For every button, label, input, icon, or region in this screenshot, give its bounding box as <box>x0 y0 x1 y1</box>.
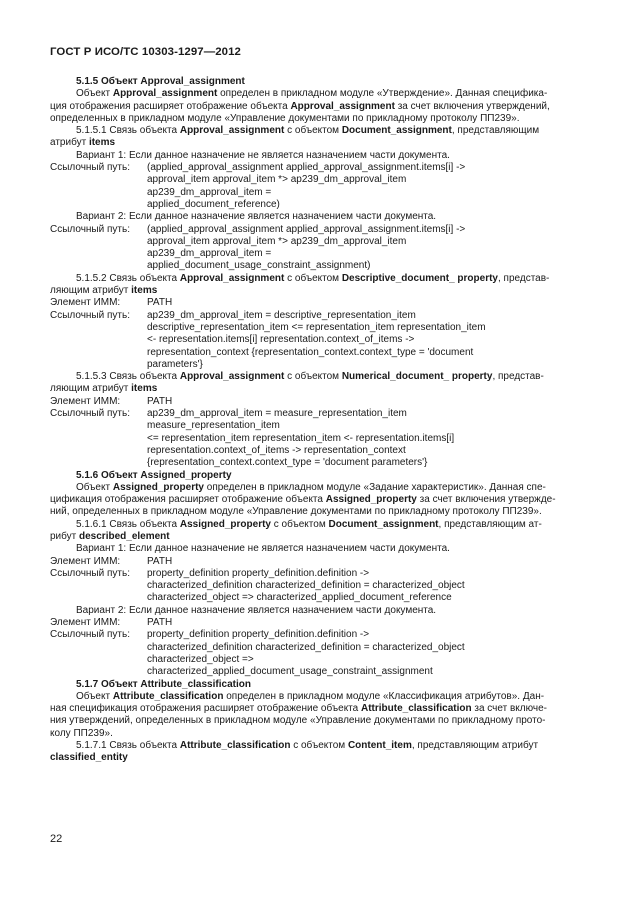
paragraph-line: цификация отображения расширяет отображение объекта Assigned_property за счет включения утвержде- <box>50 494 556 506</box>
paragraph-line: Объект Attribute_classification определен в прикладном модуле «Классификация атрибутов». Дан- <box>76 690 545 702</box>
path-line: applied_document_usage_constraint_assignment) <box>147 260 371 272</box>
path-line: applied_document_reference) <box>147 198 280 210</box>
mim-element: Элемент ИММ: PATH <box>50 617 173 629</box>
paragraph-line: Объект Approval_assignment определен в прикладном модуле «Утверждение». Данная специфика- <box>76 88 548 100</box>
page-number: 22 <box>50 833 63 845</box>
document-body <box>50 76 588 765</box>
paragraph-line: колу ПП239». <box>50 727 113 739</box>
path-line: descriptive_representation_item <= representation_item representation_item <box>147 321 486 333</box>
subsection-heading: 5.1.5.1 Связь объекта Approval_assignment с объектом Document_assignment, представляющим <box>76 125 540 137</box>
path-line: characterized_applied_document_usage_constraint_assignment <box>147 666 433 678</box>
variant-line: Вариант 1: Если данное назначение не является назначением части документа. <box>76 149 450 161</box>
path-line: parameters'} <box>147 358 203 370</box>
path-line: characterized_definition characterized_definition = characterized_object <box>147 641 465 653</box>
path-line: approval_item approval_item *> ap239_dm_approval_item <box>147 174 407 186</box>
path-line: ap239_dm_approval_item = <box>147 186 272 198</box>
subsection-heading: 5.1.6.1 Связь объекта Assigned_property с объектом Document_assignment, представляющим ат- <box>76 518 542 530</box>
subsection-heading-cont: ляющим атрибут items <box>50 383 158 395</box>
reference-path: Ссылочный путь: property_definition property_definition.definition -> <box>50 629 370 641</box>
running-header: ГОСТ Р ИСО/ТС 10303-1297—2012 <box>50 46 241 58</box>
variant-line: Вариант 1: Если данное назначение не является назначением части документа. <box>76 543 450 555</box>
subsection-heading: 5.1.5.3 Связь объекта Approval_assignment с объектом Numerical_document_ property, представ- <box>76 371 544 383</box>
path-line: ap239_dm_approval_item = <box>147 248 272 260</box>
path-line: representation_context {representation_context.context_type = 'document <box>147 346 474 358</box>
reference-path: Ссылочный путь: (applied_approval_assignment applied_approval_assignment.items[i] -> <box>50 223 466 235</box>
mim-element: Элемент ИММ: PATH <box>50 395 173 407</box>
reference-path: Ссылочный путь: (applied_approval_assignment applied_approval_assignment.items[i] -> <box>50 162 466 174</box>
paragraph-line: определенных в прикладном модуле «Управление документами по прикладному протоколу ПП239». <box>50 112 520 124</box>
path-line: {representation_context.context_type = 'document parameters'} <box>147 457 428 469</box>
variant-line: Вариант 2: Если данное назначение является назначением части документа. <box>76 604 437 616</box>
mim-element: Элемент ИММ: PATH <box>50 555 173 567</box>
subsection-heading-cont: рибут described_element <box>50 530 170 542</box>
path-line: representation.context_of_items -> representation_context <box>147 444 406 456</box>
document-page <box>50 46 588 765</box>
section-heading: 5.1.7 Объект Attribute_classification <box>76 678 251 690</box>
path-line: characterized_object => characterized_applied_document_reference <box>147 592 452 604</box>
subsection-heading-cont: classified_entity <box>50 752 128 764</box>
section-heading: 5.1.6 Объект Assigned_property <box>76 469 232 481</box>
path-line: <- representation.items[i] representation.context_of_items -> <box>147 334 415 346</box>
reference-path: Ссылочный путь: property_definition property_definition.definition -> <box>50 567 370 579</box>
path-line: measure_representation_item <box>147 420 280 432</box>
mim-element: Элемент ИММ: PATH <box>50 297 173 309</box>
variant-line: Вариант 2: Если данное назначение является назначением части документа. <box>76 211 437 223</box>
section-heading: 5.1.5 Объект Approval_assignment <box>76 76 245 87</box>
subsection-heading-cont: атрибут items <box>50 137 116 149</box>
subsection-heading: 5.1.7.1 Связь объекта Attribute_classification с объектом Content_item, представляющим атрибут <box>76 740 539 752</box>
path-line: characterized_object => <box>147 653 254 665</box>
subsection-heading: 5.1.5.2 Связь объекта Approval_assignment с объектом Descriptive_document_ property, представ- <box>76 272 550 284</box>
paragraph-line: ная спецификация отображения расширяет отображение объекта Attribute_classification за счет включе- <box>50 703 547 715</box>
subsection-heading-cont: ляющим атрибут items <box>50 285 158 297</box>
paragraph-line: ния утверждений, определенных в прикладном модуле «Управление документами по прикладному прото- <box>50 715 546 727</box>
reference-path: Ссылочный путь: ap239_dm_approval_item = descriptive_representation_item <box>50 309 416 321</box>
paragraph-line: ний, определенных в прикладном модуле «Управление документами по прикладному протоколу ПП239». <box>50 506 542 518</box>
paragraph-line: ция отображения расширяет отображение объекта Approval_assignment за счет включения утверждений, <box>50 100 550 112</box>
path-line: characterized_definition characterized_definition = characterized_object <box>147 580 465 592</box>
path-line: approval_item approval_item *> ap239_dm_approval_item <box>147 235 407 247</box>
path-line: <= representation_item representation_item <- representation.items[i] <box>147 432 455 444</box>
reference-path: Ссылочный путь: ap239_dm_approval_item = measure_representation_item <box>50 408 407 420</box>
paragraph-line: Объект Assigned_property определен в прикладном модуле «Задание характеристик». Данная спе- <box>76 481 546 493</box>
